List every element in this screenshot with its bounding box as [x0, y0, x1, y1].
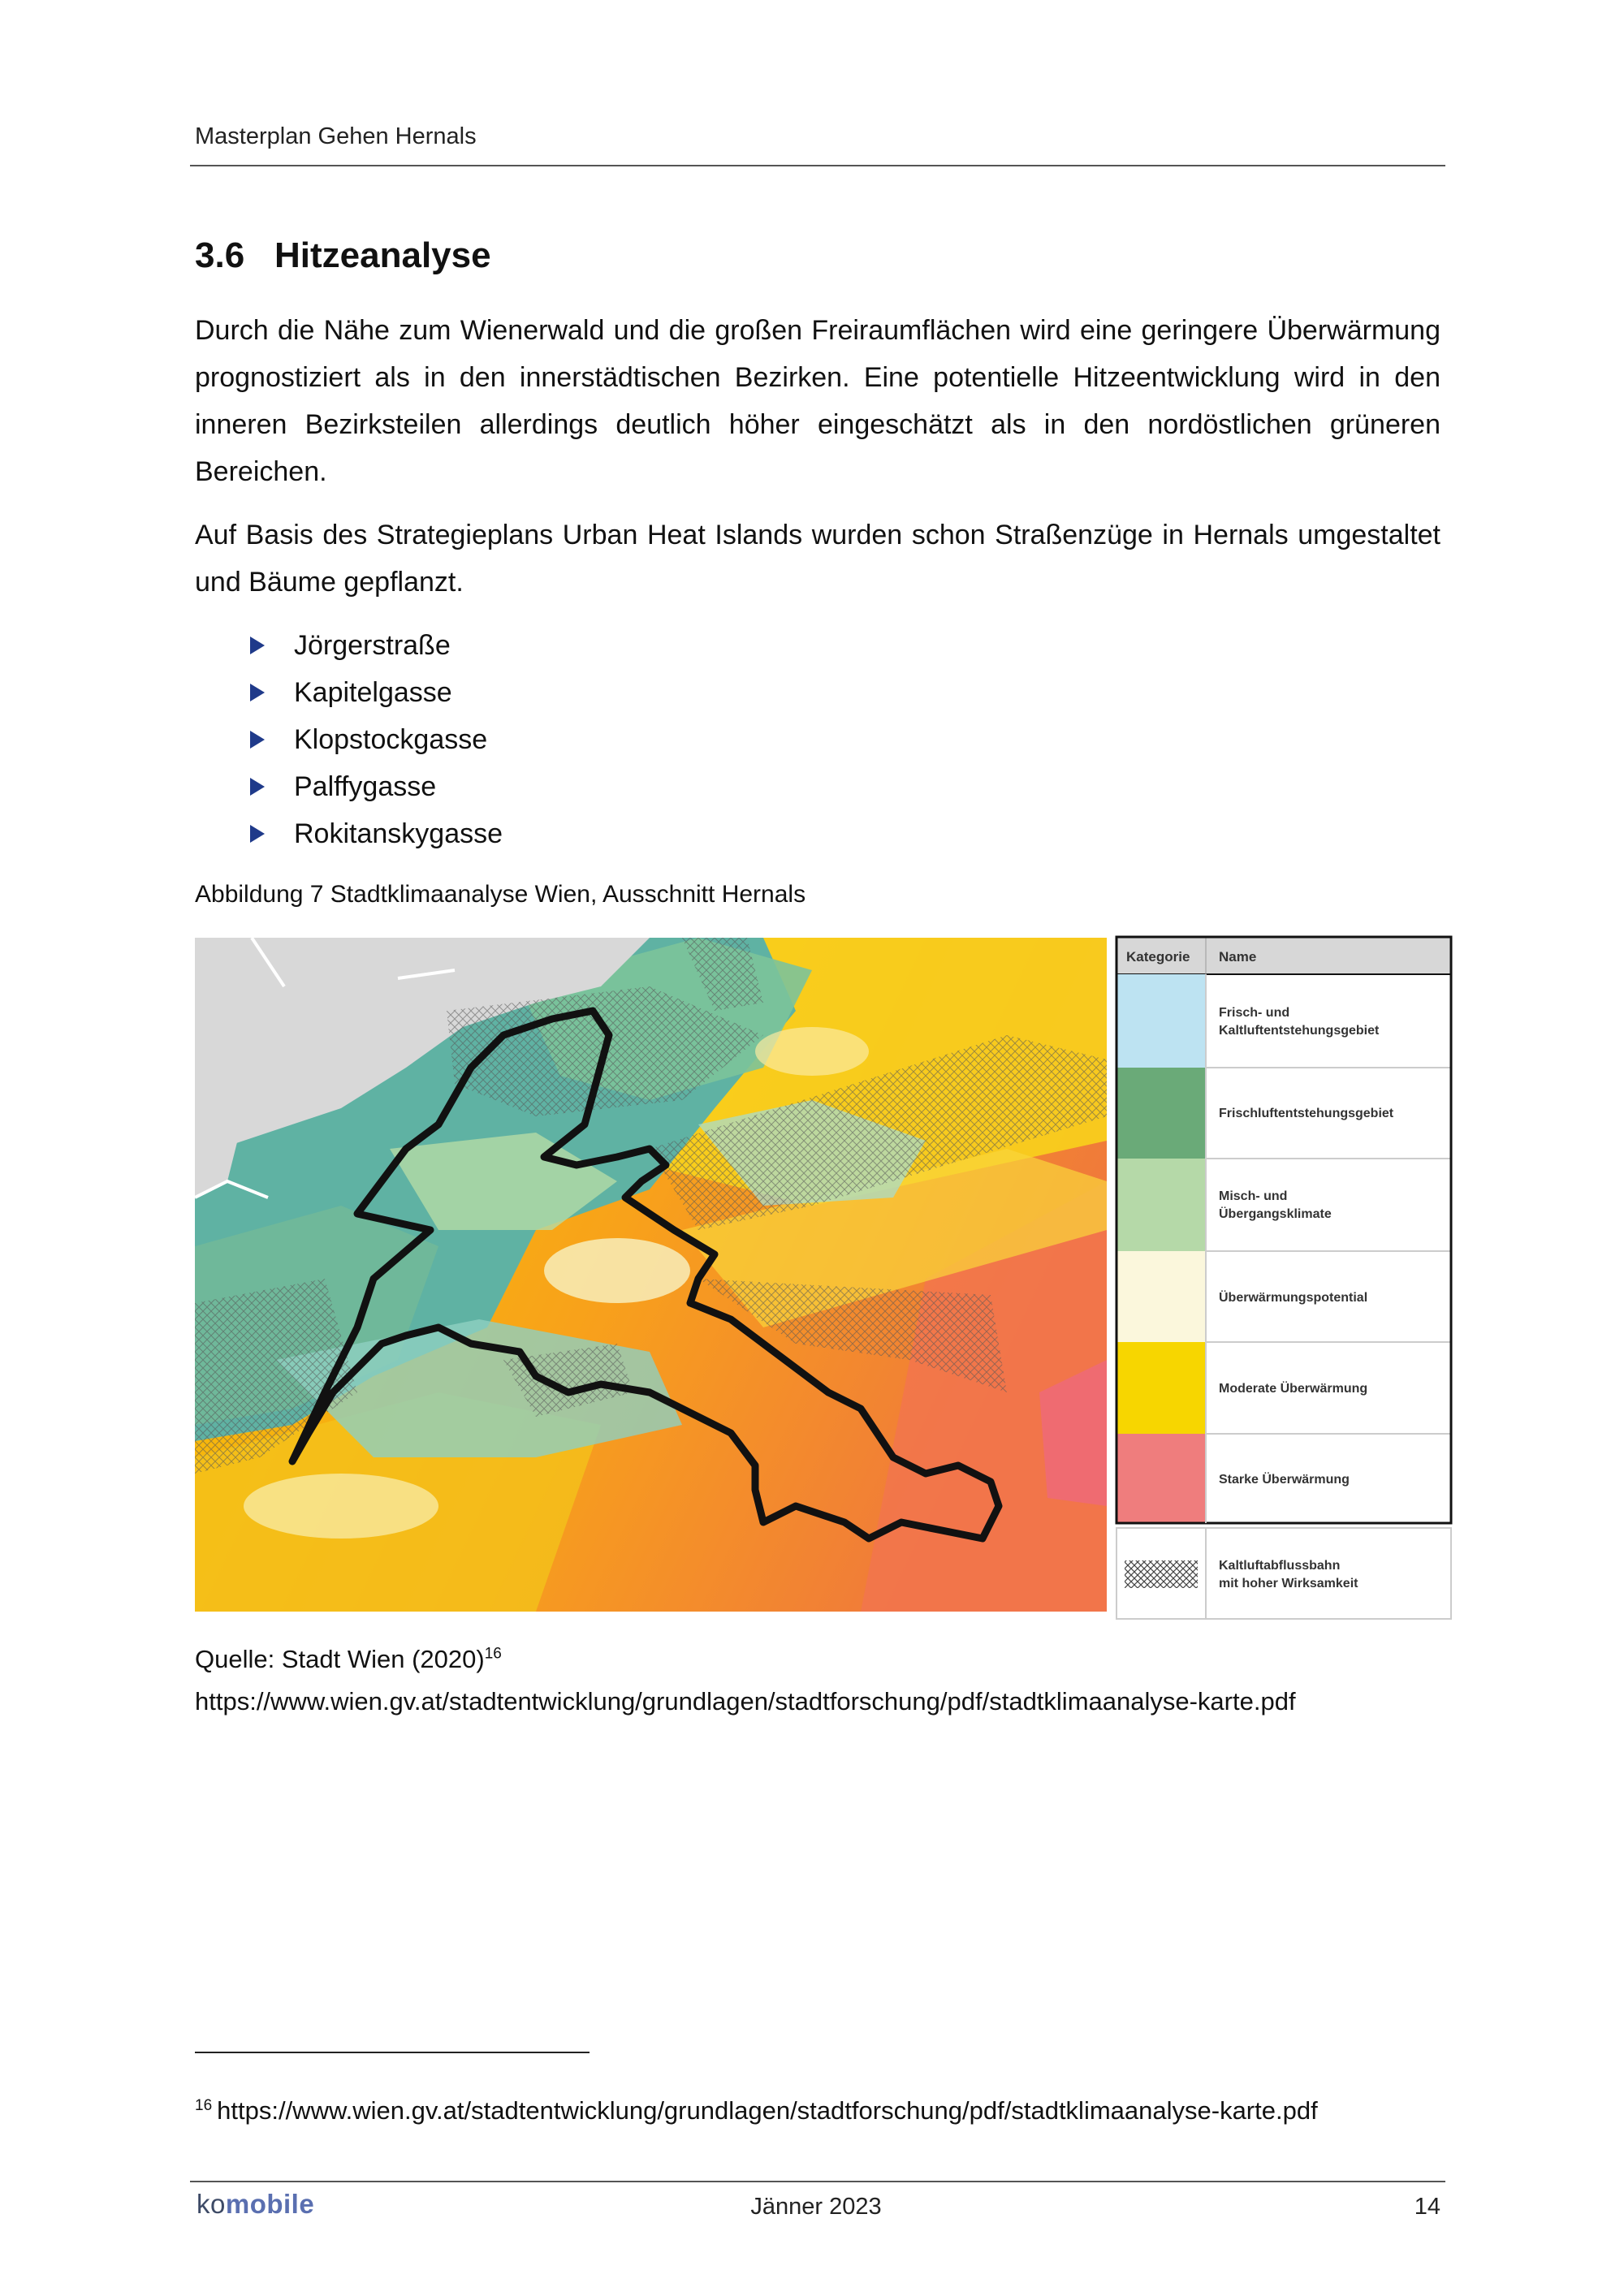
figure-source: Quelle: Stadt Wien $(2020)^{16}$: [195, 1645, 502, 1673]
climate-map: [195, 938, 1107, 1612]
legend-swatch: [1116, 1342, 1206, 1434]
hatch-swatch-icon: [1125, 1560, 1198, 1588]
svg-text:Frisch- und: Frisch- und: [1219, 1006, 1290, 1020]
map-legend: [1115, 935, 1453, 1621]
header-rule: [190, 165, 1445, 166]
legend-header-name: Name: [1219, 949, 1257, 965]
street-list: [195, 622, 503, 857]
list-item: Klopstockgasse: [195, 716, 503, 763]
footnote: [195, 2096, 1318, 2126]
page-number: 14: [1414, 2194, 1440, 2220]
legend-row: [1116, 1434, 1350, 1523]
bullet-triangle-icon: [250, 731, 265, 749]
list-item: Palffygasse: [195, 763, 503, 810]
bullet-triangle-icon: [250, 684, 265, 701]
legend-swatch: [1116, 1068, 1206, 1159]
svg-text:Kaltluftabflussbahn: Kaltluftabflussbahn: [1219, 1559, 1341, 1573]
bullet-triangle-icon: [250, 778, 265, 796]
svg-text:Frischluftentstehungsgebiet: Frischluftentstehungsgebiet: [1219, 1107, 1394, 1120]
bullet-triangle-icon: [250, 825, 265, 843]
svg-text:Kaltluftentstehungsgebiet: Kaltluftentstehungsgebiet: [1219, 1024, 1380, 1038]
running-header: Masterplan Gehen Hernals: [195, 123, 477, 149]
footnote-rule: [195, 2052, 590, 2053]
bullet-triangle-icon: [250, 637, 265, 654]
legend-row-hatched: [1116, 1528, 1451, 1619]
legend-row: [1116, 1342, 1367, 1434]
legend-row: [1116, 1068, 1394, 1159]
source-url[interactable]: https://www.wien.gv.at/stadtentwicklung/grundlagen/stadtforschung/pdf/stadtklimaanalyse-karte.pdf: [195, 1687, 1296, 1716]
footnote-ref: 16: [484, 1645, 502, 1663]
legend-swatch: [1116, 974, 1206, 1068]
svg-text:Misch- und: Misch- und: [1219, 1189, 1288, 1203]
legend-header-category: Kategorie: [1126, 949, 1190, 965]
legend-swatch: [1116, 1251, 1206, 1342]
footer-rule: [190, 2181, 1445, 2182]
legend-row: [1116, 974, 1380, 1068]
legend-swatch: [1116, 1159, 1206, 1251]
komobile-logo: komobile: [197, 2189, 315, 2219]
svg-text:Starke Überwärmung: Starke Überwärmung: [1219, 1473, 1350, 1487]
legend-swatch: [1116, 1434, 1206, 1523]
section-number: 3.6: [195, 235, 245, 275]
svg-text:Übergangsklimate: Übergangsklimate: [1219, 1207, 1332, 1221]
paragraph-1: Durch die Nähe zum Wienerwald und die großen Freiraumflächen wird eine geringere Überwärmung prognostiziert als in den innerstädtischen Bezirken. Eine potentielle Hitzeentwicklung wird in den inneren Bezirksteilen allerdings deutlich höher eingeschätzt als in den nordöstlichen grüneren Bereichen.: [195, 315, 1440, 487]
section-heading: [195, 235, 491, 276]
svg-text:Moderate Überwärmung: Moderate Überwärmung: [1219, 1382, 1368, 1396]
legend-row: [1116, 1251, 1367, 1342]
paragraph-2: Auf Basis des Strategieplans Urban Heat Islands wurden schon Straßenzüge in Hernals umgestaltet und Bäume gepflanzt.: [195, 520, 1440, 598]
svg-text:Überwärmungspotential: Überwärmungspotential: [1219, 1291, 1368, 1305]
footnote-url[interactable]: https://www.wien.gv.at/stadtentwicklung/grundlagen/stadtforschung/pdf/stadtklimaanalyse-karte.pdf: [217, 2096, 1318, 2125]
list-item: Kapitelgasse: [195, 669, 503, 716]
section-title: Hitzeanalyse: [274, 235, 491, 275]
svg-text:mit hoher Wirksamkeit: mit hoher Wirksamkeit: [1219, 1577, 1358, 1590]
list-item: Rokitanskygasse: [195, 810, 503, 857]
legend-row: [1116, 1159, 1332, 1251]
footnote-number: 16: [195, 2096, 213, 2114]
list-item: Jörgerstraße: [195, 622, 503, 669]
footer-date: Jänner 2023: [750, 2194, 882, 2220]
figure-caption: Abbildung 7 Stadtklimaanalyse Wien, Ausschnitt Hernals: [195, 881, 806, 908]
